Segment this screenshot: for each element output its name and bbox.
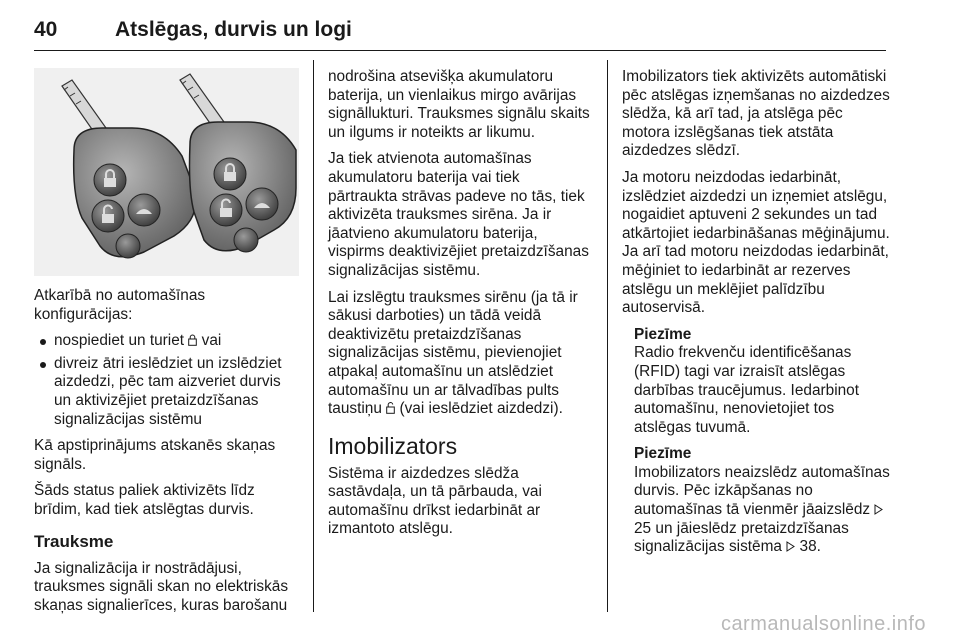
column-divider: [313, 60, 314, 612]
paragraph: Šāds status paliek aktivizēts līdz brīdim, kad tiek atslēgtas durvis.: [34, 482, 255, 518]
paragraph: Ja tiek atvienota automašīnas akumulatoru baterija vai tiek pārtraukta strāvas padeve no tās, tiek aktivizēta trauksmes sirēna. Ja ir jāatvieno akumulatoru baterija, vispirms deaktivizējiet pretaizdzīšanas signalizācijas sistēmu.: [328, 150, 589, 279]
page-reference[interactable]: 38.: [799, 538, 821, 556]
column-1: [34, 287, 299, 623]
watermark: carmanualsonline.info: [720, 613, 926, 635]
page-reference-arrow-icon: [874, 504, 883, 515]
bullet-list: [34, 332, 299, 429]
subheading-trauksme: Trauksme: [34, 531, 114, 551]
key-fob-drawing: [34, 68, 299, 276]
page-heading: Atslēgas, durvis un logi: [115, 18, 352, 41]
bullet-text: nospiediet un turiet: [54, 332, 185, 350]
header-rule: [34, 50, 886, 51]
paragraph: Ja signalizācija ir nostrādājusi, trauksmes signāli skan no elektriskās skaņas signalierīces, kuras barošanu: [34, 559, 289, 614]
paragraph: Kā apstiprinājums atskanēs skaņas signāls.: [34, 437, 276, 473]
page-number: 40: [34, 18, 58, 41]
key-blade-left: [62, 80, 106, 135]
paragraph: Imobilizators tiek aktivizēts automātiski pēc atslēgas izņemšanas no aizdedzes slēdža, kā arī tad, ja atslēga pēc motora izslēgšanas tiek atstāta aizdedzes slēdzī.: [622, 68, 890, 160]
paragraph-text: (vai ieslēdziet aizdedzi).: [399, 400, 563, 418]
note-text: [634, 464, 890, 557]
paragraph: nodrošina atsevišķa akumulatoru baterija, un vienlaikus mirgo avārijas signāllukturi. Trauksmes signālu skaits un ilgums ir noteikts ar likumu.: [328, 68, 590, 141]
section-title-imobilizators: Imobilizators: [328, 432, 458, 459]
bullet-text: vai: [201, 332, 222, 350]
intro-text: Atkarībā no automašīnas konfigurācijas:: [34, 287, 206, 323]
paragraph: Sistēma ir aizdedzes slēdža sastāvdaļa, un tā pārbauda, vai automašīnu drīkst iedarbināt ar izmantoto atslēgu.: [328, 464, 542, 538]
note-text-part: Imobilizators neaizslēdz automašīnas durvis. Pēc izkāpšanas no automašīnas tā vienmēr jāaizslēdz: [634, 463, 890, 519]
key-fob-left: [74, 128, 196, 258]
bullet-text: divreiz ātri ieslēdziet un izslēdziet aizdedzi, pēc tam aizveriet durvis un aktivizējiet pretaizdzīšanas signalizācijas sistēmu: [54, 354, 282, 428]
list-item: [34, 332, 299, 351]
unlock-icon: [386, 402, 395, 414]
lock-icon: [188, 334, 197, 346]
paragraph: [328, 289, 593, 419]
page-reference-arrow-icon: [786, 541, 795, 552]
column-2: [328, 68, 593, 547]
note-title: Piezīme: [634, 325, 692, 343]
key-fob-right: [190, 122, 297, 252]
paragraph: Ja motoru neizdodas iedarbināt, izslēdziet aizdedzi un izņemiet atslēgu, nogaidiet aptuveni 2 sekundes un tad atkārtojiet iedarbināšanas mēģinājumu. Ja arī tad motoru neizdodas iedarbināt, mēģiniet to iedarbināt ar rezerves atslēgu un meklējiet palīdzību autoservisā.: [622, 168, 890, 317]
key-fob-illustration: [34, 68, 299, 276]
note-title: Piezīme: [634, 445, 692, 463]
list-item: [34, 355, 299, 429]
column-divider: [607, 60, 608, 612]
paragraph-text: Lai izslēgtu trauksmes sirēnu (ja tā ir sākusi darboties) un tādā veidā deaktivizētu pretaizdzīšanas signalizācijas sistēmu, pievienojiet atpakaļ automašīnu un atslēdziet automašīnu un ar tālvadības pults taustiņu: [328, 288, 578, 418]
note-text-part: un jāieslēdz pretaizdzīšanas signalizācijas sistēma: [634, 519, 849, 556]
key-blade-right: [180, 74, 224, 129]
column-3: [622, 68, 890, 565]
note-text: Radio frekvenču identificēšanas (RFID) tagi var izraisīt atslēgas darbības traucējumus. Iedarbinot automašīnu, nenovietojiet tos atslēgas tuvumā.: [634, 344, 860, 436]
note-rfid: [634, 326, 890, 557]
page-reference[interactable]: 25: [634, 519, 652, 537]
